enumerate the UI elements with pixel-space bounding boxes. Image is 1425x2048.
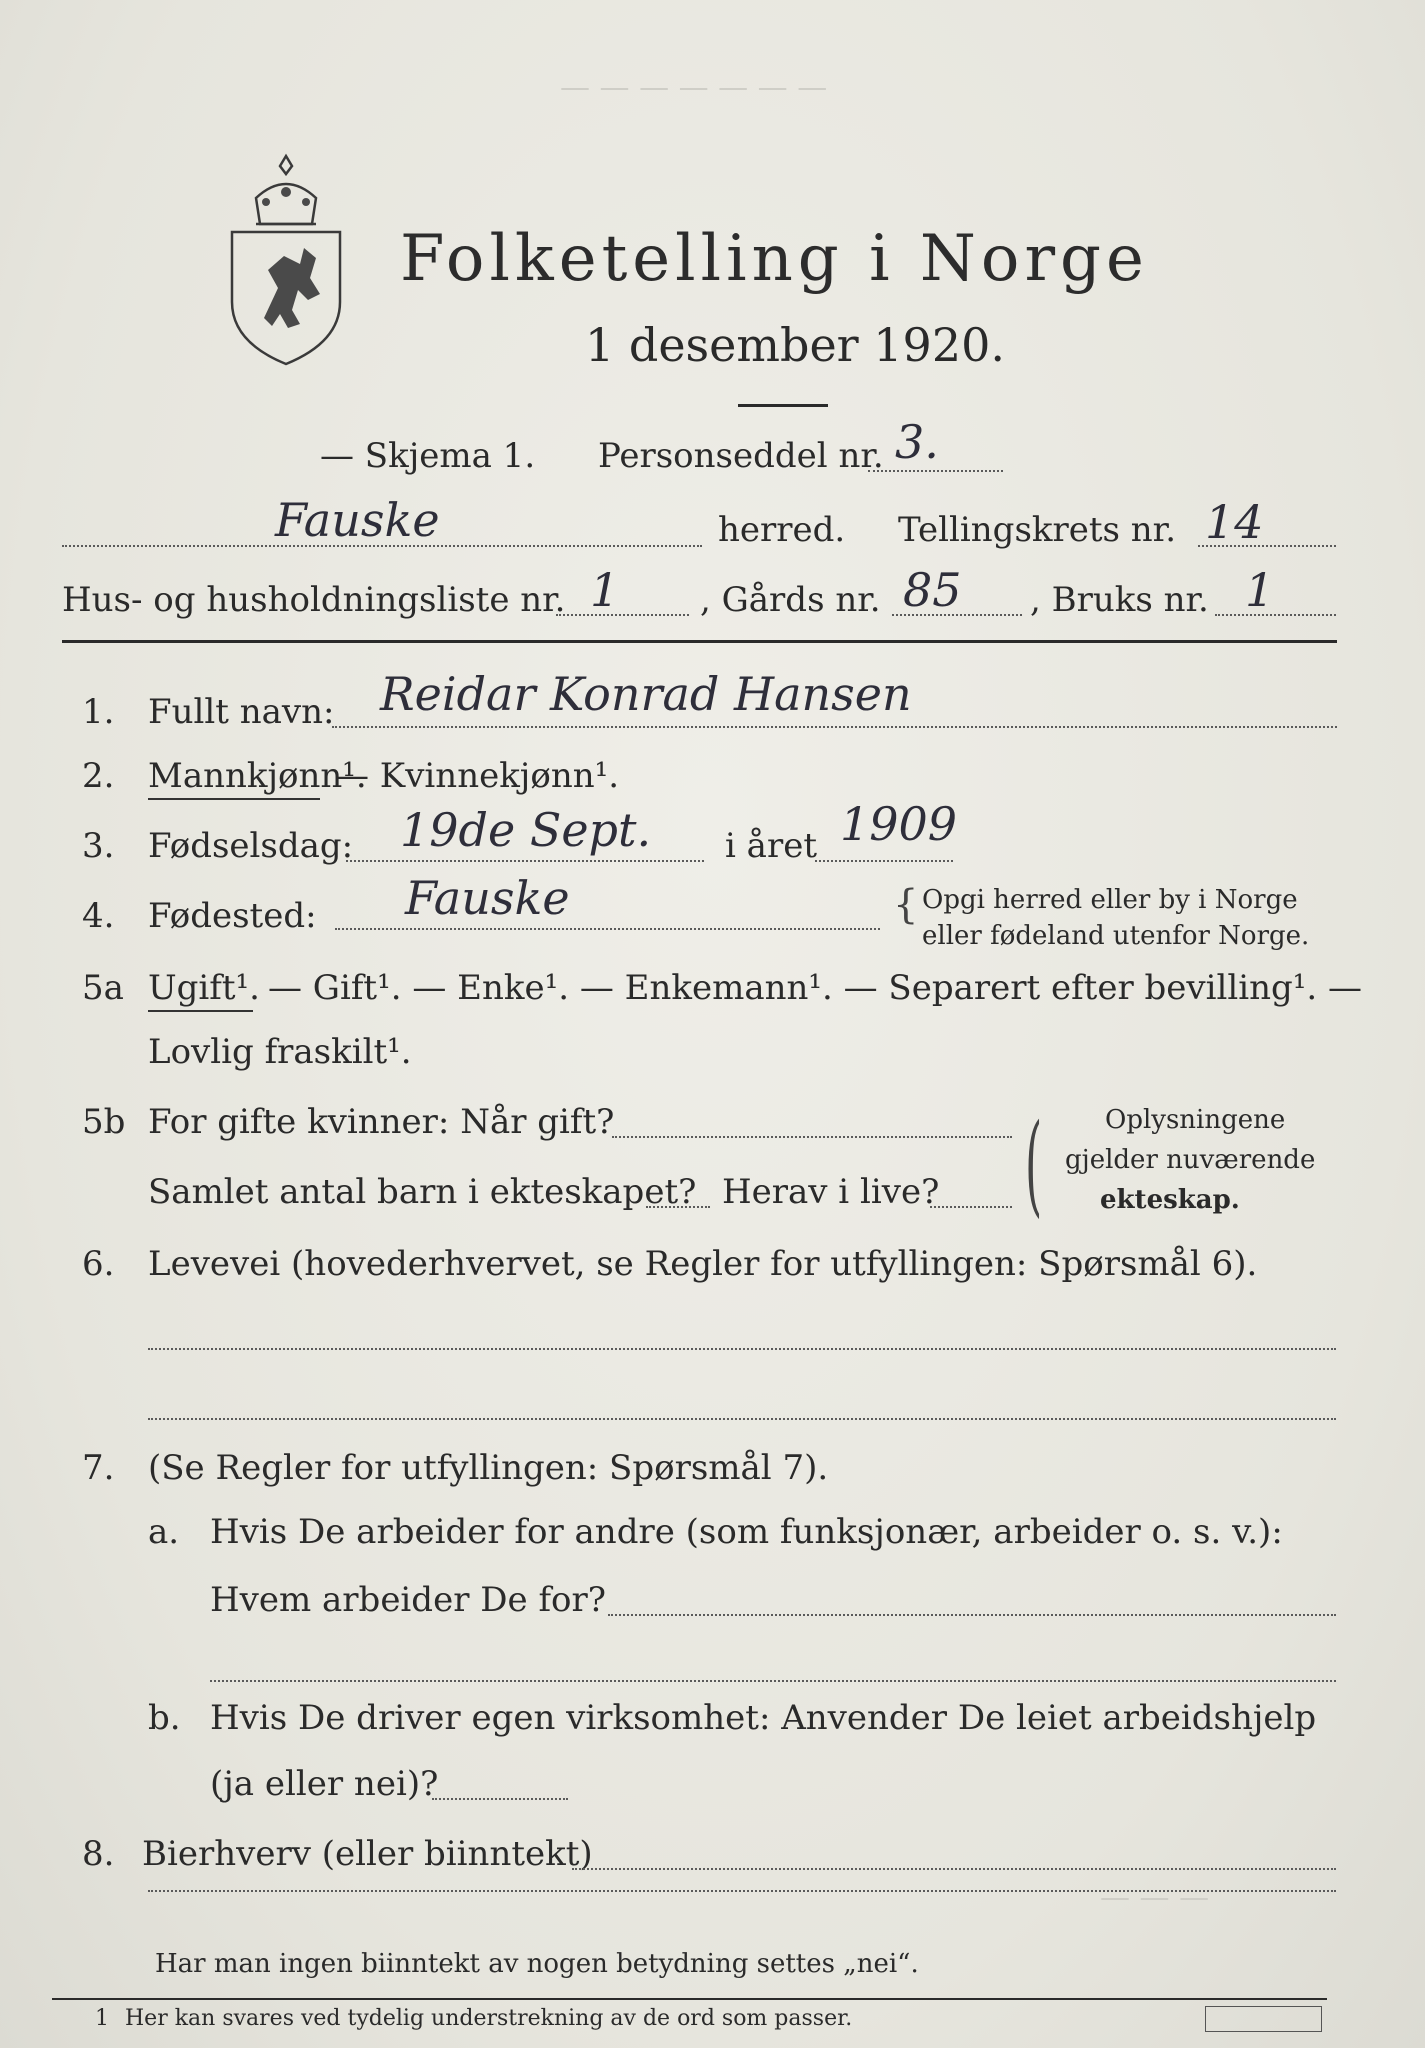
male-option[interactable]: Mannkjønn¹.: [148, 756, 367, 796]
marital-status-options[interactable]: — Gift¹. — Enke¹. — Enkemann¹. — Separert efter bevilling¹. —: [268, 968, 1363, 1008]
q4-note-line2: eller fødeland utenfor Norge.: [922, 921, 1310, 951]
q8-label: Bierhverv (eller biinntekt): [142, 1834, 593, 1874]
gards-value[interactable]: 85: [903, 563, 962, 617]
bleed-through-text: — — —: [1100, 1880, 1210, 1915]
tellingskrets-value[interactable]: 14: [1205, 495, 1264, 549]
q7-label: (Se Regler for utfyllingen: Spørsmål 7).: [148, 1448, 829, 1488]
birth-year-field-line: [815, 860, 953, 862]
bruks-value[interactable]: 1: [1245, 563, 1275, 617]
alive-field-line: [930, 1206, 1012, 1208]
census-date: 1 desember 1920.: [585, 318, 1005, 372]
coat-of-arms-icon: [222, 150, 350, 370]
herred-label: herred.: [718, 510, 846, 550]
q3-year-label: i året: [725, 826, 817, 866]
married-date-field-line: [612, 1136, 1012, 1138]
q7-number: 7.: [82, 1448, 115, 1488]
q4-label: Fødested:: [148, 896, 317, 936]
q7b-line2: (ja eller nei)?: [210, 1764, 439, 1804]
employer-field-line-2[interactable]: [210, 1680, 1336, 1682]
printer-stamp: [1205, 2006, 1322, 2032]
birthplace-field-line: [335, 928, 880, 930]
hus-field-line: [556, 614, 689, 616]
header-separator: [62, 640, 1337, 643]
q6-number: 6.: [82, 1244, 115, 1284]
side-income-field-line[interactable]: [572, 1868, 1336, 1870]
skjema-label: — Skjema 1.: [320, 436, 536, 476]
q5b-note-line2: gjelder nuværende: [1065, 1145, 1316, 1175]
unmarried-underline-mark: [148, 1010, 253, 1012]
hus-label: Hus- og husholdningsliste nr.: [62, 580, 566, 620]
children-field-line: [646, 1206, 710, 1208]
q4-number: 4.: [82, 896, 115, 936]
footnote-number: 1: [95, 2006, 109, 2031]
title-divider: [738, 404, 828, 407]
full-name-value[interactable]: Reidar Konrad Hansen: [380, 667, 912, 721]
footer-separator: [52, 1998, 1327, 2000]
birthday-field-line: [346, 860, 704, 862]
occupation-field-line-1[interactable]: [148, 1348, 1336, 1350]
female-option[interactable]: — Kvinnekjønn¹.: [335, 756, 620, 796]
q5b-number: 5b: [82, 1102, 126, 1142]
q1-label: Fullt navn:: [148, 692, 335, 732]
male-underline-mark: [148, 798, 320, 800]
birthday-value[interactable]: 19de Sept.: [400, 803, 652, 857]
bleed-through-text: — — — — — — —: [560, 70, 828, 105]
birthplace-value[interactable]: Fauske: [405, 871, 570, 925]
form-title: Folketelling i Norge: [400, 222, 1149, 296]
q5a-number: 5a: [82, 968, 124, 1008]
bruks-field-line: [1215, 614, 1336, 616]
q7a-line2: Hvem arbeider De for?: [210, 1580, 606, 1620]
employer-field-line[interactable]: [608, 1614, 1336, 1616]
hus-value[interactable]: 1: [590, 563, 620, 617]
q3-label: Fødselsdag:: [148, 826, 354, 866]
q7b-number: b.: [148, 1698, 181, 1738]
hired-help-field-line[interactable]: [432, 1798, 568, 1800]
bruks-label: , Bruks nr.: [1030, 580, 1209, 620]
occupation-field-line-2[interactable]: [148, 1418, 1336, 1420]
unmarried-option[interactable]: Ugift¹.: [148, 968, 260, 1008]
q8-number: 8.: [82, 1834, 115, 1874]
q2-number: 2.: [82, 756, 115, 796]
q7a-line1: Hvis De arbeider for andre (som funksjonær, arbeider o. s. v.):: [210, 1512, 1283, 1552]
gards-label: , Gårds nr.: [700, 580, 881, 620]
q5b-note-line1: Oplysningene: [1105, 1105, 1286, 1135]
q7a-number: a.: [148, 1512, 180, 1552]
q5b-children-label: Samlet antal barn i ekteskapet?: [148, 1172, 697, 1212]
herred-value[interactable]: Fauske: [275, 493, 440, 547]
divorced-option[interactable]: Lovlig fraskilt¹.: [148, 1032, 412, 1072]
q4-brace: {: [893, 882, 919, 928]
q5b-married-label: For gifte kvinner: Når gift?: [148, 1102, 615, 1142]
q1-number: 1.: [82, 692, 115, 732]
footnote-text: Her kan svares ved tydelig understrekning av de ord som passer.: [125, 2006, 853, 2031]
tellingskrets-label: Tellingskrets nr.: [898, 510, 1177, 550]
q5b-note-line3: ekteskap.: [1100, 1185, 1240, 1215]
q6-label: Levevei (hovederhvervet, se Regler for utfyllingen: Spørsmål 6).: [148, 1244, 1258, 1284]
q5b-brace: (: [1025, 1100, 1043, 1228]
q1-field-line: [332, 726, 1337, 728]
q5b-alive-label: Herav i live?: [722, 1172, 940, 1212]
personseddel-label: Personseddel nr.: [598, 436, 884, 476]
q3-number: 3.: [82, 826, 115, 866]
birth-year-value[interactable]: 1909: [840, 797, 958, 851]
personseddel-value[interactable]: 3.: [895, 415, 939, 469]
footer-note: Har man ingen biinntekt av nogen betydning settes „nei“.: [155, 1949, 919, 1979]
personseddel-field-line: [868, 470, 1003, 472]
side-income-field-line-2[interactable]: [148, 1890, 1336, 1892]
q4-note-line1: Opgi herred eller by i Norge: [922, 885, 1298, 915]
q7b-line1: Hvis De driver egen virksomhet: Anvender De leiet arbeidshjelp: [210, 1698, 1317, 1738]
